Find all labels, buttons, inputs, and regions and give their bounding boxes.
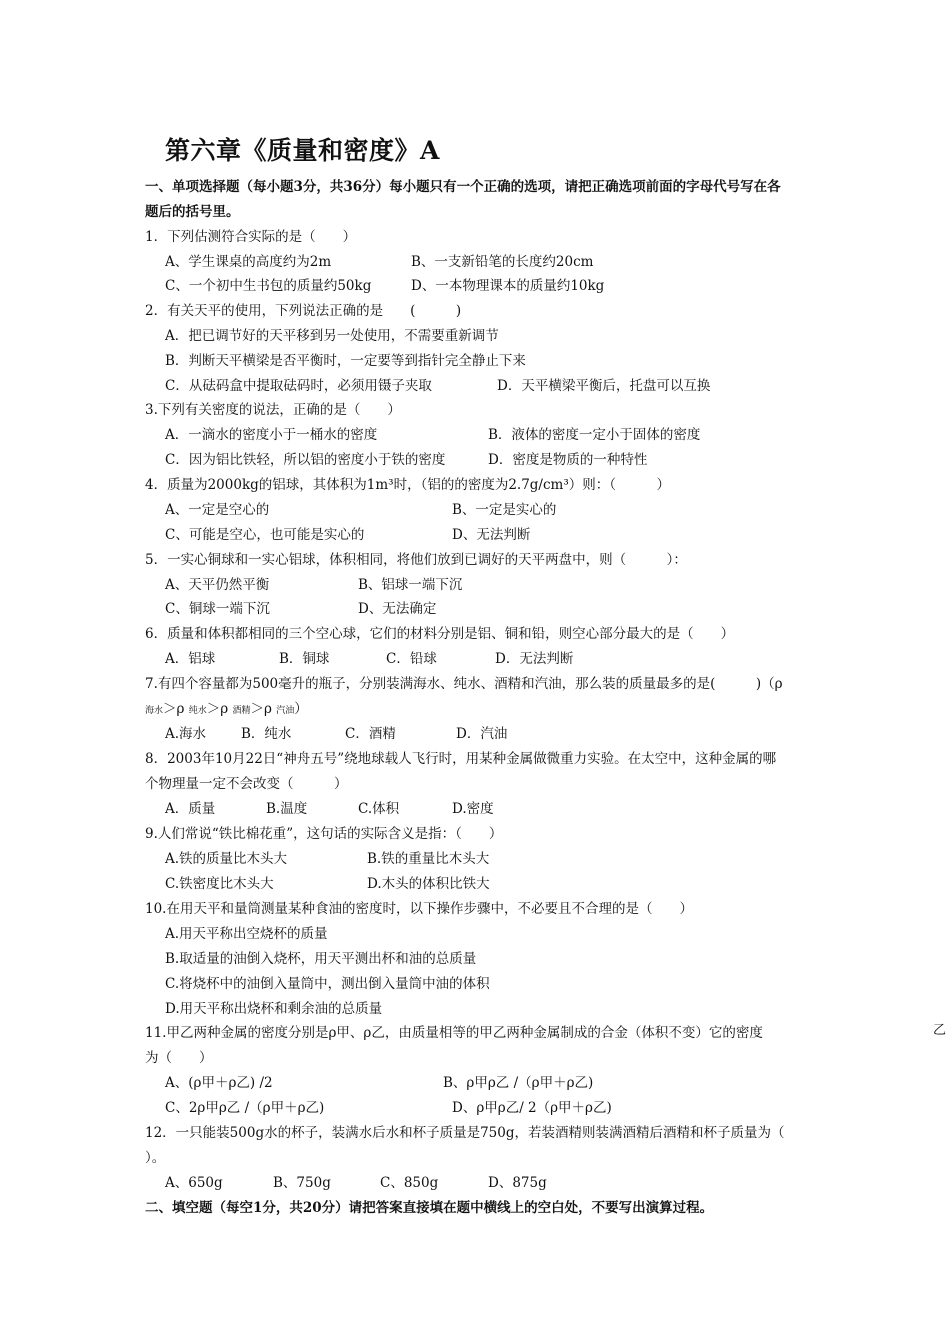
q12-option-b: B、750g [273,1175,331,1191]
q5-option-c: C、铜球一端下沉 [165,601,270,617]
q7-option-a: A.海水 [165,726,207,742]
q2-option-b: B．判断天平横梁是否平衡时，一定要等到指针完全静止下来 [165,353,526,369]
q8-stem: 8．2003年10月22日“神舟五号”绕地球载人飞行时，用某种金属做微重力实验。在太空中，这种金属的哪 [145,751,777,767]
q1-option-d: D、一本物理课本的质量约10kg [411,278,605,294]
q1-option-b: B、一支新铅笔的长度约20cm [411,254,594,270]
q11-option-d: D、ρ甲ρ乙/ 2（ρ甲＋ρ乙) [452,1100,612,1116]
q12-option-c: C、850g [380,1175,439,1191]
q6-option-a: A．铝球 [165,651,216,667]
q7-density-order: 海水＞ρ 纯水＞ρ 酒精＞ρ 汽油） [145,701,308,717]
page-title: 第六章《质量和密度》A [165,136,440,165]
q3-option-c: C．因为铝比铁轻，所以铝的密度小于铁的密度 [165,452,446,468]
q1-option-c: C、一个初中生书包的质量约50kg [165,278,372,294]
q4-option-a: A、一定是空心的 [165,502,270,518]
q7-option-c: C．酒精 [345,726,396,742]
q3-stem: 3.下列有关密度的说法，正确的是（ ） [145,402,401,418]
q8-option-d: D.密度 [452,801,494,817]
q3-option-d: D．密度是物质的一种特性 [488,452,648,468]
q6-option-c: C．铅球 [386,651,437,667]
q4-option-b: B、一定是实心的 [452,502,557,518]
q10-option-a: A.用天平称出空烧杯的质量 [165,926,328,942]
q6-stem: 6．质量和体积都相同的三个空心球，它们的材料分别是铝、铜和铅，则空心部分最大的是（ ） [145,626,735,642]
q5-stem: 5．一实心铜球和一实心铝球，体积相同，将他们放到已调好的天平两盘中，则（ ）： [145,552,687,568]
margin-character: 乙 [933,1023,947,1038]
q9-option-c: C.铁密度比木头大 [165,876,274,892]
q4-option-d: D、无法判断 [452,527,531,543]
q6-option-d: D．无法判断 [495,651,574,667]
q7-stem: 7.有四个容量都为500毫升的瓶子，分别装满海水、纯水、酒精和汽油，那么装的质量最多的是( )（ρ [145,676,783,692]
q9-option-a: A.铁的质量比木头大 [165,851,288,867]
section1-instruction-line1: 一、单项选择题（每小题3分，共36分）每小题只有一个正确的选项，请把正确选项前面的字母代号写在各 [145,179,781,195]
q2-stem: 2．有关天平的使用，下列说法正确的是 ( ) [145,303,462,319]
q11-option-a: A、(ρ甲＋ρ乙) /2 [165,1075,273,1091]
q11-option-c: C、2ρ甲ρ乙 /（ρ甲＋ρ乙) [165,1100,325,1116]
q12-stem: 12．一只能装500g水的杯子，装满水后水和杯子质量是750g，若装酒精则装满酒精后酒精和杯子质量为（ [145,1125,785,1141]
q12-option-a: A、650g [165,1175,223,1191]
q8-option-b: B.温度 [266,801,308,817]
q4-stem: 4．质量为2000kg的铝球，其体积为1m³时，（铝的的密度为2.7g/cm³）则：（ ） [145,477,671,493]
q7-option-b: B．纯水 [241,726,292,742]
q5-option-b: B、铝球一端下沉 [358,577,463,593]
q6-option-b: B．铜球 [279,651,330,667]
q8-stem-line2: 个物理量一定不会改变（ ） [145,776,348,792]
q9-option-b: B.铁的重量比木头大 [367,851,490,867]
q10-option-d: D.用天平称出烧杯和剩余油的总质量 [165,1001,383,1017]
q9-option-d: D.木头的体积比铁大 [367,876,490,892]
q3-option-a: A．一滴水的密度小于一桶水的密度 [165,427,378,443]
q8-option-c: C.体积 [358,801,400,817]
q9-stem: 9.人们常说“铁比棉花重”，这句话的实际含义是指：（ ） [145,826,503,842]
q2-option-d: D．天平横梁平衡后，托盘可以互换 [497,378,711,394]
section1-instruction-line2: 题后的括号里。 [145,204,240,220]
q4-option-c: C、可能是空心，也可能是实心的 [165,527,365,543]
q2-option-c: C．从砝码盒中提取砝码时，必须用镊子夹取 [165,378,432,394]
q12-option-d: D、875g [488,1175,547,1191]
q1-stem: 1．下列估测符合实际的是（ ） [145,229,357,245]
q1-option-a: A、学生课桌的高度约为2m [165,254,332,270]
q3-option-b: B．液体的密度一定小于固体的密度 [488,427,701,443]
q11-option-b: B、ρ甲ρ乙 /（ρ甲＋ρ乙) [443,1075,594,1091]
q7-option-d: D．汽油 [456,726,508,742]
q11-stem: 11.甲乙两种金属的密度分别是ρ甲、ρ乙，由质量相等的甲乙两种金属制成的合金（体积不变）它的密度 [145,1025,763,1041]
section2-instruction: 二、填空题（每空1分，共20分）请把答案直接填在题中横线上的空白处，不要写出演算过程。 [145,1200,714,1216]
q8-option-a: A．质量 [165,801,216,817]
q10-option-b: B.取适量的油倒入烧杯，用天平测出杯和油的总质量 [165,951,477,967]
q5-option-d: D、无法确定 [358,601,437,617]
q10-option-c: C.将烧杯中的油倒入量筒中，测出倒入量筒中油的体积 [165,976,490,992]
q11-stem-line2: 为（ ） [145,1050,213,1066]
q5-option-a: A、天平仍然平衡 [165,577,270,593]
q12-stem-line2: ）。 [145,1150,166,1166]
q2-option-a: A．把已调节好的天平移到另一处使用，不需要重新调节 [165,328,499,344]
q10-stem: 10.在用天平和量筒测量某种食油的密度时，以下操作步骤中，不必要且不合理的是（ ） [145,901,693,917]
